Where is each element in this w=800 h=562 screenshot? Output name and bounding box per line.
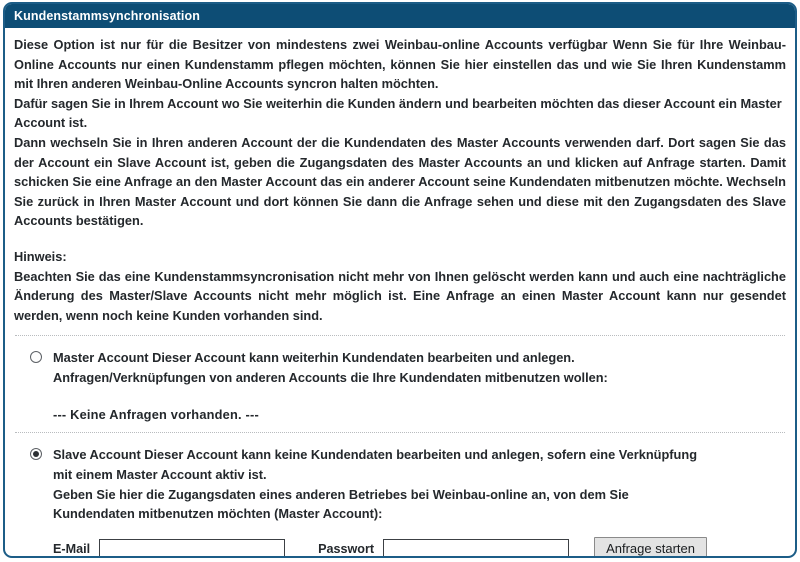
slave-account-option[interactable] (14, 433, 786, 558)
slave-account-line-2: mit einem Master Account aktiv ist. (53, 466, 267, 482)
password-input[interactable] (383, 539, 569, 558)
master-account-line-2: Anfragen/Verknüpfungen von anderen Accounts die Ihre Kundendaten mitbenutzen wollen: (53, 370, 608, 386)
intro-paragraph-2: Dafür sagen Sie in Ihrem Account wo Sie weiterhin die Kunden ändern und bearbeiten möchten das dieser Account ein Master Account ist. (14, 95, 782, 131)
credentials-form (53, 537, 786, 558)
slave-account-line-3: Geben Sie hier die Zugangsdaten eines anderen Betriebes bei Weinbau-online an, von dem Sie (53, 486, 629, 502)
slave-account-text (53, 445, 697, 524)
panel-body (5, 28, 795, 558)
master-account-radio[interactable] (30, 351, 42, 363)
slave-account-line-4: Kundendaten mitbenutzen möchten (Master Account): (53, 506, 383, 522)
paragraph-spacer (14, 231, 786, 247)
kundenstammsynchronisation-panel (3, 2, 797, 558)
email-input[interactable] (99, 539, 285, 558)
slave-account-row[interactable] (14, 445, 786, 524)
notice-heading: Hinweis: (14, 248, 67, 264)
slave-account-radio[interactable] (30, 448, 42, 460)
master-account-empty-state: --- Keine Anfragen vorhanden. --- (53, 406, 259, 422)
slave-account-line-1: Slave Account Dieser Account kann keine Kundendaten bearbeiten und anlegen, sofern eine Verknüpfung (53, 446, 698, 462)
password-label: Passwort (318, 542, 375, 557)
start-request-button[interactable]: Anfrage starten (594, 537, 707, 558)
panel-title: Kundenstammsynchronisation (5, 4, 795, 28)
email-label: E-Mail (53, 542, 91, 557)
master-account-row[interactable] (14, 348, 786, 388)
notice-body: Beachten Sie das eine Kundenstammsyncronisation nicht mehr von Ihnen gelöscht werden kann und auch eine nachträgliche Änderung des Master/Slave Accounts nicht mehr möglich ist. Eine Anfrage an einen Master Account kann nur gesendet werden, wenn noch keine Kunden vorhanden sind. (14, 268, 786, 323)
master-account-line-1: Master Account Dieser Account kann weiterhin Kundendaten bearbeiten und anlegen. (53, 350, 575, 366)
master-account-text (53, 348, 608, 388)
intro-paragraph-3: Dann wechseln Sie in Ihren anderen Account der die Kundendaten des Master Accounts verwenden darf. Dort sagen Sie das der Account ein Slave Account ist, geben die Zugangsdaten des Master Accounts an und klicken auf Anfrage starten. Damit schicken Sie eine Anfrage an den Master Account das ein anderer Account seine Kundendaten mitbenutzen möchte. Wechseln Sie zurück in Ihren Master Account und dort können Sie dann die Anfrage sehen und diese mit den Zugangsdaten des Slave Accounts bestätigen. (14, 134, 786, 229)
intro-paragraph-1: Diese Option ist nur für die Besitzer von mindestens zwei Weinbau-online Accounts verfügbar Wenn Sie für Ihre Weinbau-Online Accounts nur einen Kundenstamm pflegen möchten, können Sie hier einstellen das und wie Sie Ihren Kundenstamm mit Ihren anderen Weinbau-Online Accounts syncron halten möchten. (14, 37, 786, 92)
master-account-option[interactable] (14, 336, 786, 422)
